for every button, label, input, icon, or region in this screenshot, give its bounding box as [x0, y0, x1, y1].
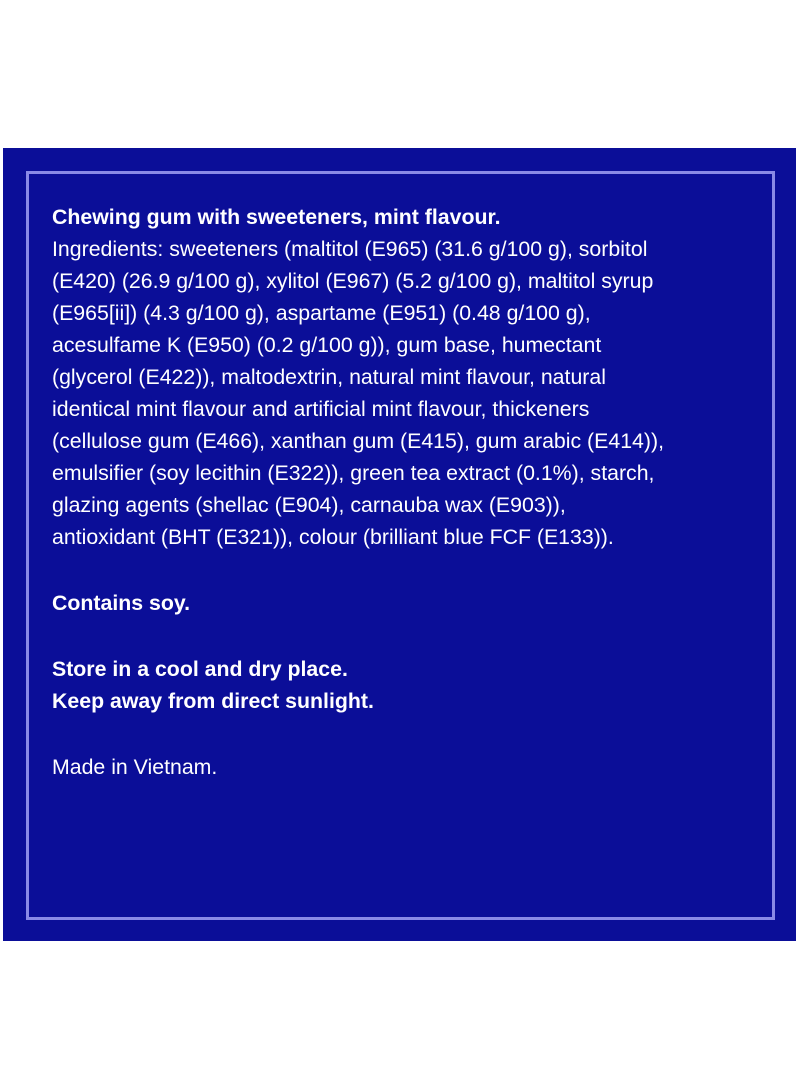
storage-line: Store in a cool and dry place. [52, 657, 348, 681]
ingredients-line: (E965[ii]) (4.3 g/100 g), aspartame (E951) (0.48 g/100 g), [52, 301, 591, 325]
ingredients-line: identical mint flavour and artificial mint flavour, thickeners [52, 397, 590, 421]
ingredients [52, 233, 664, 553]
ingredients-line: (glycerol (E422)), maltodextrin, natural mint flavour, natural [52, 365, 606, 389]
allergen-statement: Contains soy. [52, 591, 191, 615]
origin: Made in Vietnam. [52, 755, 218, 779]
storage-line: Keep away from direct sunlight. [52, 689, 374, 713]
ingredients-line: (E420) (26.9 g/100 g), xylitol (E967) (5.2 g/100 g), maltitol syrup [52, 269, 654, 293]
label-panel [3, 148, 796, 941]
product-title: Chewing gum with sweeteners, mint flavour. [52, 205, 501, 229]
ingredients-line: Ingredients: sweeteners (maltitol (E965) (31.6 g/100 g), sorbitol [52, 237, 648, 261]
label-text [52, 201, 664, 783]
ingredients-line: antioxidant (BHT (E321)), colour (brilliant blue FCF (E133)). [52, 525, 614, 549]
ingredients-line: acesulfame K (E950) (0.2 g/100 g)), gum base, humectant [52, 333, 602, 357]
ingredients-line: glazing agents (shellac (E904), carnauba wax (E903)), [52, 493, 566, 517]
ingredients-line: (cellulose gum (E466), xanthan gum (E415), gum arabic (E414)), [52, 429, 664, 453]
ingredients-line: emulsifier (soy lecithin (E322)), green tea extract (0.1%), starch, [52, 461, 655, 485]
